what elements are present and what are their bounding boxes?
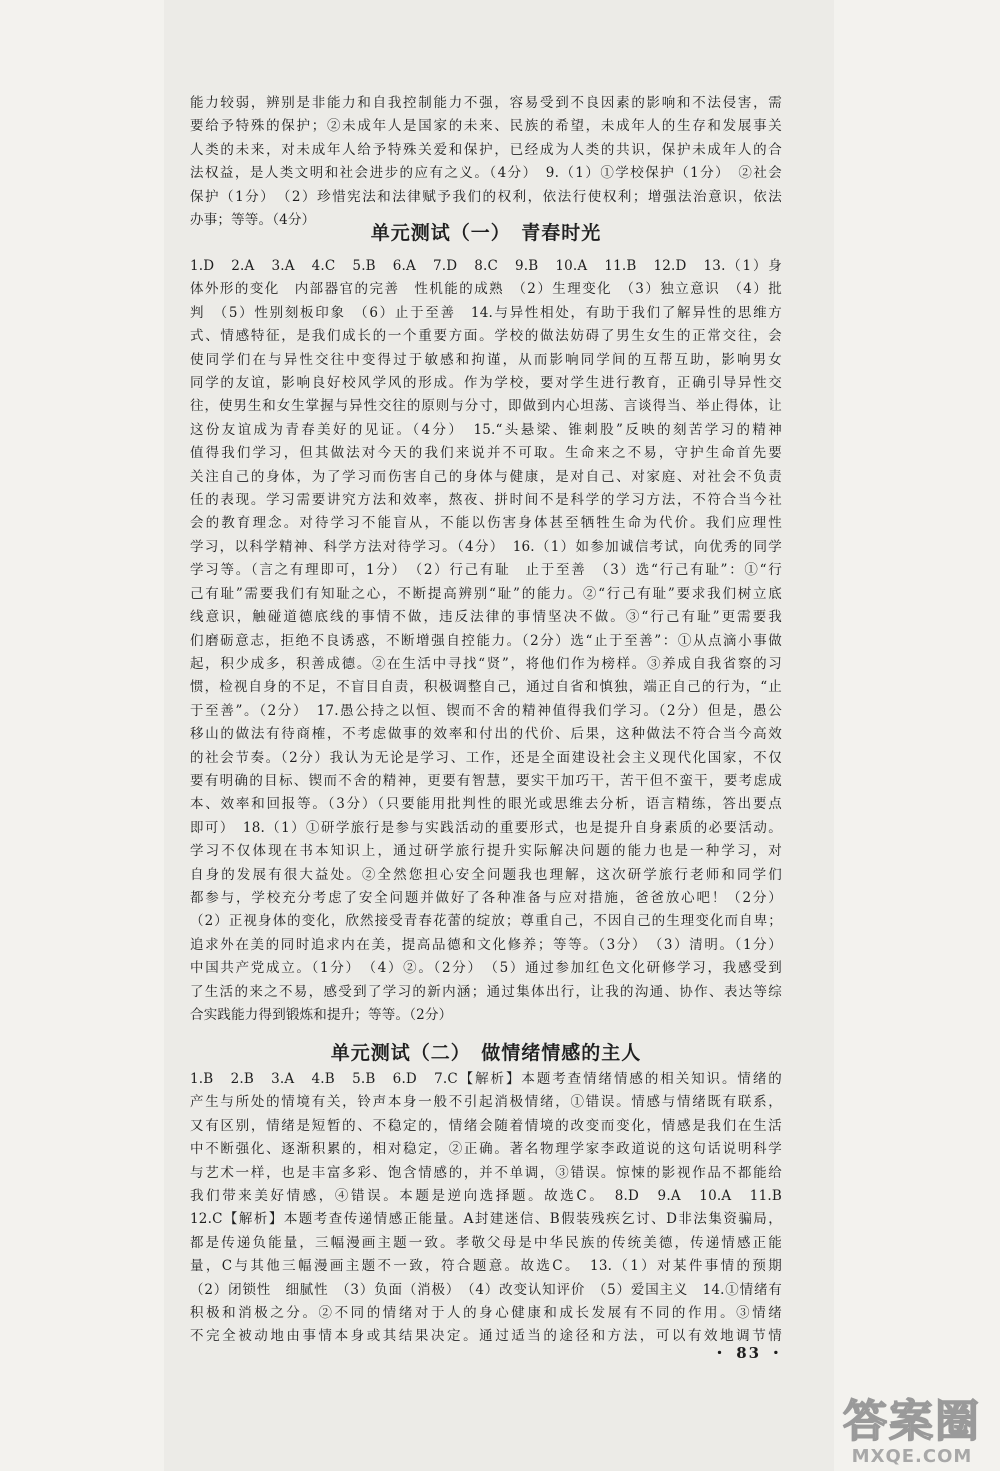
watermark-url: MXQE.COM (851, 1446, 973, 1467)
body-line: 于至善”。（2分） 17.愚公持之以恒、锲而不舍的精神值得我们学习。（2分）但是，愚公 (190, 702, 782, 719)
body-line: 关注自己的身体，为了学习而伤害自己的身体与健康，是对自己、对家庭、对社会不负责 (190, 468, 782, 485)
body-line: 起，积少成多，积善成德。②在生活中寻找“贤”，将他们作为榜样。③养成自我省察的习 (190, 655, 782, 672)
section2-heading: 单元测试（二） 做情绪情感的主人 (330, 1042, 642, 1064)
body-line: 12.C【解析】本题考查传递情感正能量。A封建迷信、B假装残疾乞讨、D非法集资骗局， (190, 1211, 782, 1228)
intro-block (190, 92, 782, 232)
body-line: 量，C与其他三幅漫画主题不一致，符合题意。故选C。 13.（1）对某件事情的预期 (190, 1258, 782, 1275)
body-line: 不完全被动地由事情本身或其结果决定。通过适当的途径和方法，可以有效地调节情 (190, 1328, 782, 1345)
body-line: 式、情感特征，是我们成长的一个重要方面。学校的做法妨碍了男生女生的正常交往，会 (190, 328, 782, 345)
body-line: 任的表现。学习需要讲究方法和效率，熬夜、拼时间不是科学的学习方法，不符合当今社 (190, 492, 782, 509)
body-line: 积极和消极之分。②不同的情绪对于人的身心健康和成长发展有不同的作用。③情绪 (190, 1305, 782, 1322)
body-line: （2）正视身体的变化，欣然接受青春花蕾的绽放；尊重自己，不因自己的生理变化而自卑； (190, 913, 782, 930)
body-line: 学习等。（言之有理即可，1分） （2）行己有耻 止于至善 （3）选“行己有耻”：①“行 (190, 562, 782, 579)
body-line: 学习，以科学精神、科学方法对待学习。（4分） 16.（1）如参加诚信考试，向优秀的同学 (190, 538, 782, 555)
intro-line: 保护（1分） （2）珍惜宪法和法律赋予我们的权利，依法行使权利；增强法治意识，依法 (190, 188, 782, 205)
body-line: 都是传递负能量，三幅漫画主题一致。孝敬父母是中华民族的传统美德，传递情感正能 (190, 1234, 782, 1251)
section1-heading: 单元测试（一） 青春时光 (370, 222, 602, 244)
body-line: 与艺术一样，也是丰富多彩、饱含情感的，并不单调，③错误。惊悚的影视作品不都能给 (190, 1164, 782, 1181)
body-line: 合实践能力得到锻炼和提升；等等。（2分） (190, 1007, 453, 1023)
intro-line: 人类的未来，对未成年人给予特殊关爱和保护，已经成为人类的共识，保护未成年人的合 (190, 141, 782, 158)
section1-body (190, 255, 782, 1027)
body-line: 产生与所处的情境有关，铃声本身一般不引起消极情绪，①错误。情感与情绪既有联系， (190, 1094, 782, 1111)
body-line: （2）闭锁性 细腻性 （3）负面（消极） （4）改变认知评价 （5）爱国主义 14.①情绪有 (190, 1281, 782, 1298)
watermark-logo (832, 1398, 992, 1468)
body-line: 判 （5）性别刻板印象 （6）止于至善 14.与异性相处，有助于我们了解异性的思维方 (190, 304, 782, 321)
body-line: 使同学们在与异性交往中变得过于敏感和拘谨，从而影响同学间的互帮互助，影响男女 (190, 351, 782, 368)
body-line: 体外形的变化 内部器官的完善 性机能的成熟 （2）生理变化 （3）独立意识 （4）批 (190, 281, 782, 298)
body-line: 移山的做法有待商榷，不考虑做事的效率和付出的代价、后果，这种做法不符合当今高效 (190, 726, 782, 743)
body-line: 学习不仅体现在书本知识上，通过研学旅行提升实际解决问题的能力也是一种学习，对 (190, 843, 782, 860)
body-line: 线意识，触碰道德底线的事情不做，违反法律的事情坚决不做。③“行己有耻”更需要我 (190, 609, 782, 626)
body-line: 们磨砺意志，拒绝不良诱惑，不断增强自控能力。（2分）选“止于至善”：①从点滴小事做 (190, 632, 782, 649)
intro-line: 法权益，是人类文明和社会进步的应有之义。（4分） 9.（1）①学校保护（1分） ②社会 (190, 165, 782, 182)
intro-line: 办事；等等。（4分） (190, 212, 316, 229)
body-line: 要有明确的目标、锲而不舍的精神，更要有智慧，要实干加巧干，苦干但不蛮干，要考虑成 (190, 772, 782, 789)
section2-body (190, 1068, 782, 1349)
body-line: 自身的发展有很大益处。②全然您担心安全问题我也理解，这次研学旅行老师和同学们 (190, 866, 782, 883)
body-line: 惯，检视自身的不足，不盲目自责，积极调整自己，通过自省和慎独，端正自己的行为，“止 (190, 679, 782, 696)
body-line: 都参与，学校充分考虑了安全问题并做好了各种准备与应对措施，爸爸放心吧！（2分） (190, 889, 782, 906)
body-line: 即可） 18.（1）①研学旅行是参与实践活动的重要形式，也是提升自身素质的必要活动。 (190, 819, 782, 836)
body-line: 己有耻”需要我们有知耻之心，不断提高辨别“耻”的能力。②“行己有耻”要求我们树立底 (190, 585, 782, 602)
body-line: 1.D 2.A 3.A 4.C 5.B 6.A 7.D 8.C 9.B 10.A 11.B 12.D 13.（1）身 (190, 258, 782, 274)
intro-line: 要给予特殊的保护；②未成年人是国家的未来、民族的希望，未成年人的生存和发展事关 (190, 118, 782, 135)
body-line: 这份友谊成为青春美好的见证。（4分） 15.“头悬梁、锥刺股”反映的刻苦学习的精神 (190, 421, 782, 438)
body-line: 同学的友谊，影响良好校风学风的形成。作为学校，要对学生进行教育，正确引导异性交 (190, 375, 782, 392)
body-line: 值得我们学习，但其做法对今天的我们来说并不可取。生命来之不易，守护生命首先要 (190, 445, 782, 462)
intro-line: 能力较弱，辨别是非能力和自我控制能力不强，容易受到不良因素的影响和不法侵害，需 (190, 95, 782, 111)
body-line: 的社会节奏。（2分）我认为无论是学习、工作，还是全面建设社会主义现代化国家，不仅 (190, 749, 782, 766)
body-line: 了生活的来之不易，感受到了学习的新内涵；通过集体出行，让我的沟通、协作、表达等综 (190, 983, 782, 1000)
body-line: 会的教育理念。对待学习不能盲从，不能以伤害身体甚至牺牲生命为代价。我们应理性 (190, 515, 782, 532)
body-line: 又有区别，情绪是短暂的、不稳定的，情绪会随着情境的改变而变化，情感是我们在生活 (190, 1117, 782, 1134)
watermark-logo-text: 答案圈 (843, 1396, 981, 1447)
body-line: 我们带来美好情感，④错误。本题是逆向选择题。故选C。 8.D 9.A 10.A 11.B (190, 1188, 782, 1205)
body-line: 中不断强化、逐渐积累的，相对稳定，②正确。著名物理学家李政道说的这句话说明科学 (190, 1141, 782, 1158)
body-line: 中国共产党成立。（1分） （4）②。（2分） （5）通过参加红色文化研修学习，我感受到 (190, 960, 782, 977)
body-line: 本、效率和回报等。（3分）（只要能用批判性的眼光或思维去分析，语言精练，答出要点 (190, 796, 782, 813)
page-number: ・ 83 ・ (712, 1344, 786, 1362)
body-line: 追求外在美的同时追求内在美，提高品德和文化修养；等等。（3分） （3）清明。（1分） (190, 936, 782, 953)
body-line: 往，使男生和女生掌握与异性交往的原则与分寸，即做到内心坦荡、言谈得当、举止得体，让 (190, 398, 782, 415)
body-line: 1.B 2.B 3.A 4.B 5.B 6.D 7.C【解析】本题考查情绪情感的相关知识。情绪的 (190, 1071, 782, 1087)
